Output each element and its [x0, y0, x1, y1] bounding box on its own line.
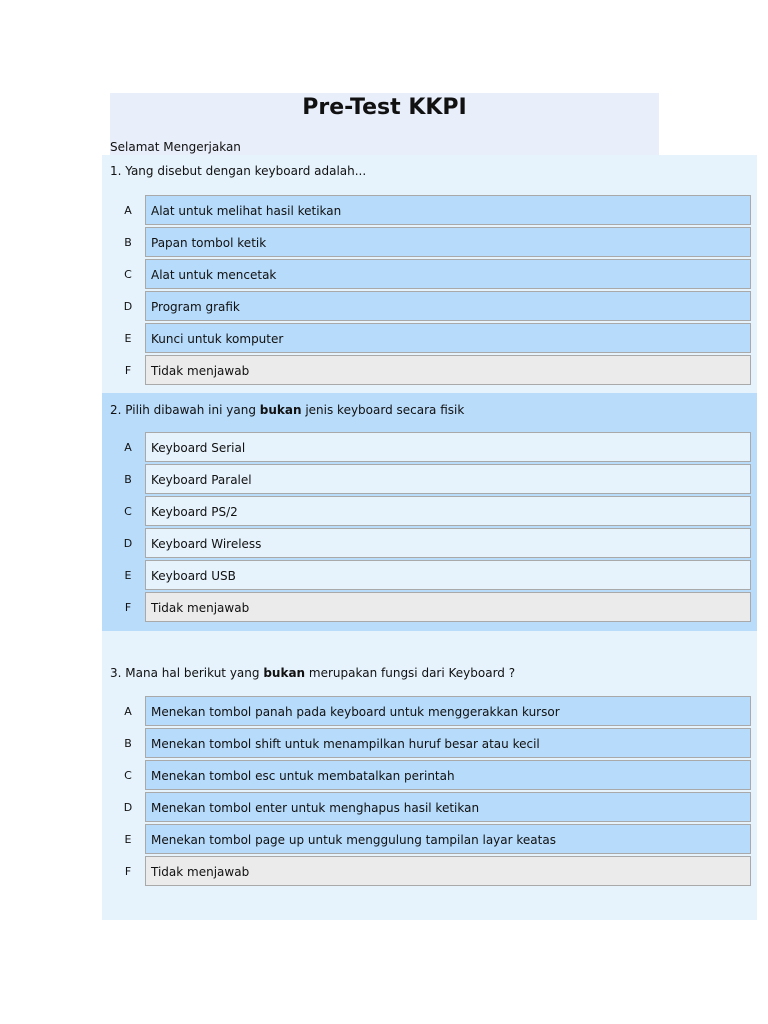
- option-letter: A: [124, 441, 132, 454]
- page-subtitle: Selamat Mengerjakan: [110, 140, 241, 154]
- option-letter: E: [124, 569, 132, 582]
- option-2d[interactable]: [102, 528, 757, 560]
- option-letter: E: [124, 332, 132, 345]
- option-letter: F: [124, 601, 132, 614]
- option-2e[interactable]: [102, 560, 757, 592]
- option-letter: A: [124, 705, 132, 718]
- option-2a-label[interactable]: Keyboard Serial: [145, 432, 751, 462]
- option-3a-label[interactable]: Menekan tombol panah pada keyboard untuk menggerakkan kursor: [145, 696, 751, 726]
- option-1c-label[interactable]: Alat untuk mencetak: [145, 259, 751, 289]
- option-letter: C: [124, 769, 132, 782]
- option-letter: A: [124, 204, 132, 217]
- option-letter: C: [124, 505, 132, 518]
- option-2c-label[interactable]: Keyboard PS/2: [145, 496, 751, 526]
- option-1f[interactable]: [102, 355, 757, 387]
- option-1a[interactable]: [102, 195, 757, 227]
- option-letter: C: [124, 268, 132, 281]
- option-2b[interactable]: [102, 464, 757, 496]
- option-3f-label[interactable]: Tidak menjawab: [145, 856, 751, 886]
- option-1d-label[interactable]: Program grafik: [145, 291, 751, 321]
- question-1-text: 1. Yang disebut dengan keyboard adalah...: [110, 164, 367, 178]
- option-3c-label[interactable]: Menekan tombol esc untuk membatalkan perintah: [145, 760, 751, 790]
- option-2b-label[interactable]: Keyboard Paralel: [145, 464, 751, 494]
- option-letter: F: [124, 865, 132, 878]
- option-3d-label[interactable]: Menekan tombol enter untuk menghapus hasil ketikan: [145, 792, 751, 822]
- option-1b-label[interactable]: Papan tombol ketik: [145, 227, 751, 257]
- option-2f[interactable]: [102, 592, 757, 624]
- option-3d[interactable]: [102, 792, 757, 824]
- option-3b-label[interactable]: Menekan tombol shift untuk menampilkan huruf besar atau kecil: [145, 728, 751, 758]
- question-3-text: 3. Mana hal berikut yang bukan merupakan fungsi dari Keyboard ?: [110, 666, 516, 680]
- test-header: [110, 93, 659, 155]
- option-3c[interactable]: [102, 760, 757, 792]
- option-letter: D: [123, 300, 133, 313]
- option-1f-label[interactable]: Tidak menjawab: [145, 355, 751, 385]
- option-letter: F: [124, 364, 132, 377]
- question-2-text: 2. Pilih dibawah ini yang bukan jenis keyboard secara fisik: [110, 403, 465, 417]
- option-3a[interactable]: [102, 696, 757, 728]
- option-3f[interactable]: [102, 856, 757, 888]
- option-letter: B: [124, 737, 132, 750]
- option-1d[interactable]: [102, 291, 757, 323]
- option-letter: D: [123, 537, 133, 550]
- option-letter: B: [124, 236, 132, 249]
- option-2c[interactable]: [102, 496, 757, 528]
- question-1: [102, 155, 757, 393]
- option-letter: E: [124, 833, 132, 846]
- option-letter: B: [124, 473, 132, 486]
- option-2f-label[interactable]: Tidak menjawab: [145, 592, 751, 622]
- question-3: [102, 631, 757, 920]
- option-2e-label[interactable]: Keyboard USB: [145, 560, 751, 590]
- option-1a-label[interactable]: Alat untuk melihat hasil ketikan: [145, 195, 751, 225]
- question-2: [102, 393, 757, 631]
- page-title: Pre-Test KKPI: [302, 95, 467, 120]
- option-2a[interactable]: [102, 432, 757, 464]
- option-3b[interactable]: [102, 728, 757, 760]
- option-1c[interactable]: [102, 259, 757, 291]
- option-3e-label[interactable]: Menekan tombol page up untuk menggulung tampilan layar keatas: [145, 824, 751, 854]
- option-3e[interactable]: [102, 824, 757, 856]
- option-1e[interactable]: [102, 323, 757, 355]
- option-1e-label[interactable]: Kunci untuk komputer: [145, 323, 751, 353]
- option-letter: D: [123, 801, 133, 814]
- option-1b[interactable]: [102, 227, 757, 259]
- option-2d-label[interactable]: Keyboard Wireless: [145, 528, 751, 558]
